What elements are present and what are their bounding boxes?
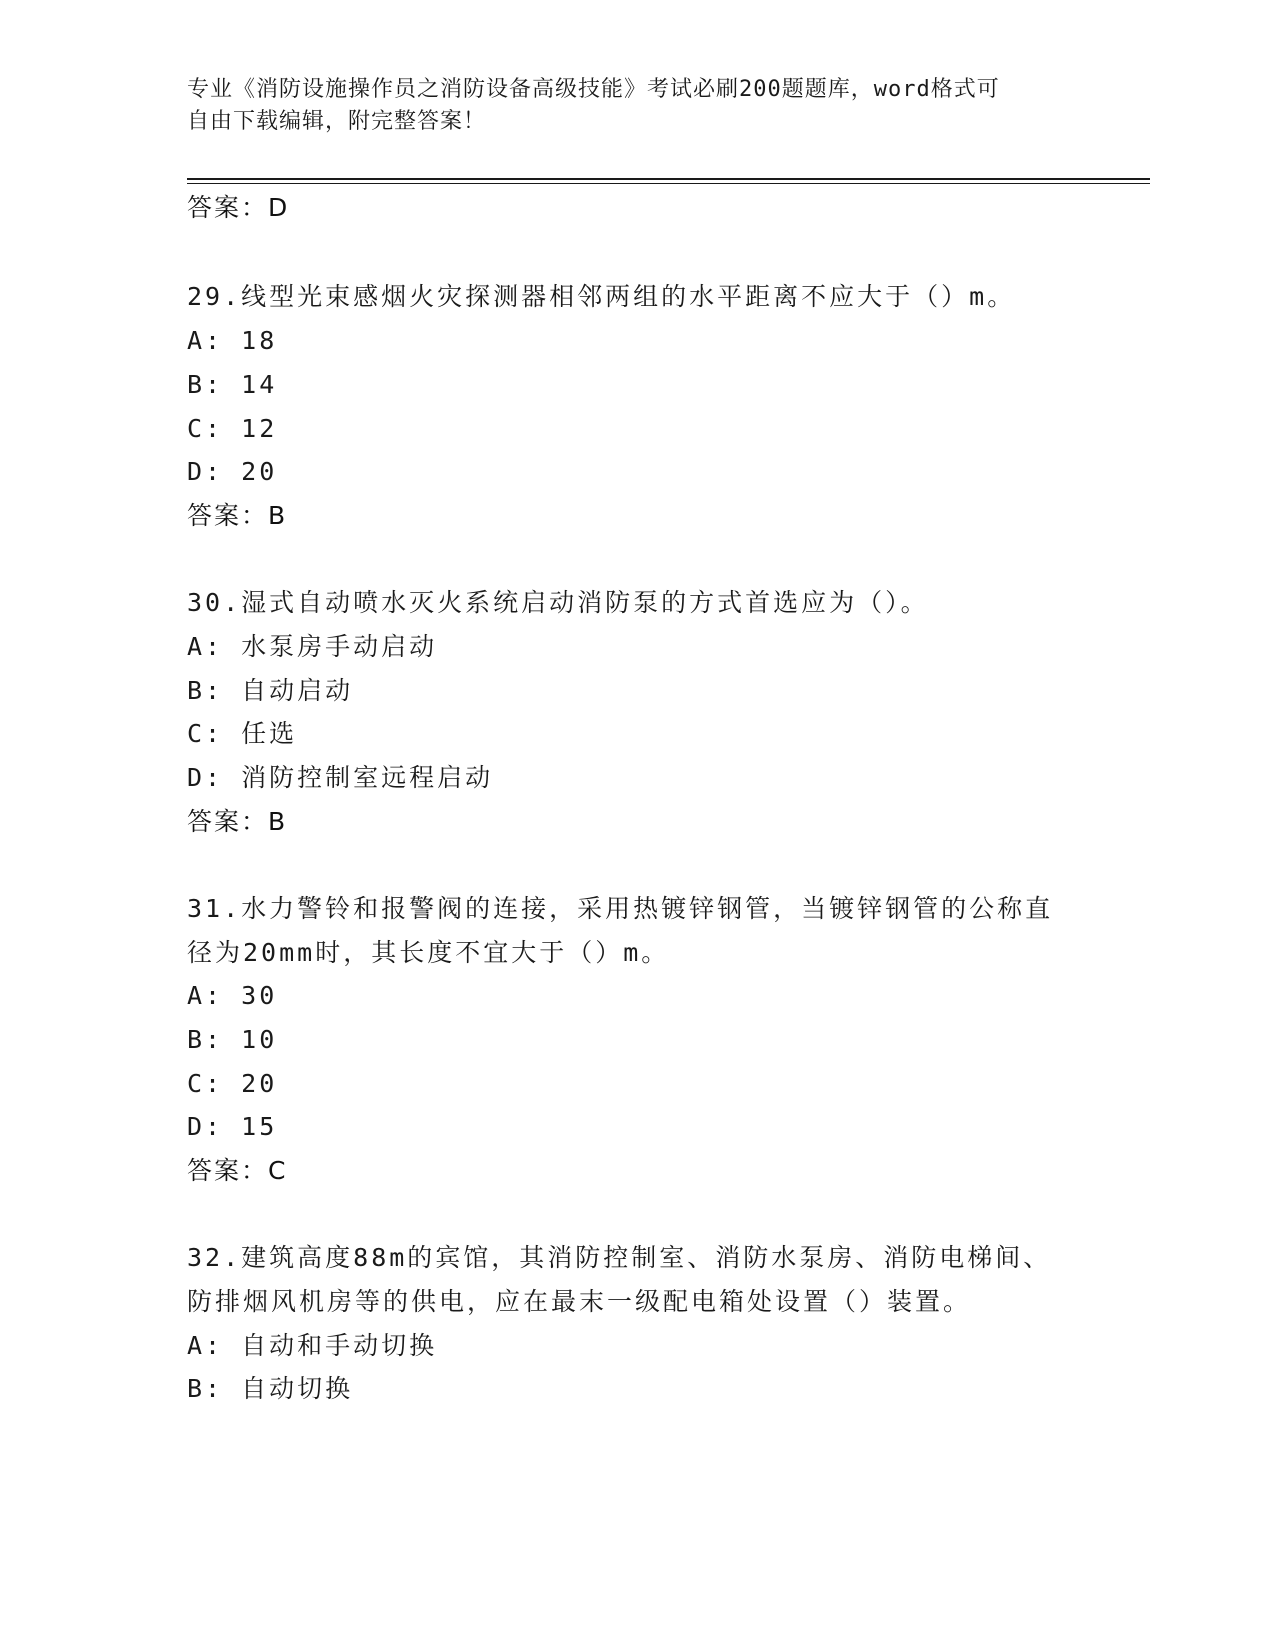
question-stem-line-1: 32.建筑高度88m的宾馆，其消防控制室、消防水泵房、消防电梯间、	[187, 1243, 1052, 1272]
question-stem-line-1: 31.水力警铃和报警阀的连接，采用热镀锌钢管，当镀锌钢管的公称直	[187, 894, 1054, 923]
option-d: D: 20	[187, 457, 278, 486]
question-stem-line-2: 防排烟风机房等的供电，应在最末一级配电箱处设置（）装置。	[187, 1287, 972, 1316]
option-d: D: 15	[187, 1112, 278, 1141]
answer-label: 答案：B	[187, 807, 288, 836]
answer-label: 答案：B	[187, 501, 288, 530]
header-divider-thick	[187, 178, 1150, 180]
page-header	[187, 74, 1087, 138]
header-divider-thin	[187, 183, 1150, 184]
answer-label: 答案：D	[187, 193, 290, 222]
option-a: A: 30	[187, 981, 278, 1010]
option-c: C: 12	[187, 414, 278, 443]
option-b: B: 自动启动	[187, 676, 354, 705]
question-stem-line-2: 径为20mm时，其长度不宜大于（）m。	[187, 938, 670, 967]
option-a: A: 水泵房手动启动	[187, 632, 438, 661]
option-b: B: 10	[187, 1025, 278, 1054]
question-stem: 29.线型光束感烟火灾探测器相邻两组的水平距离不应大于（）m。	[187, 282, 1016, 311]
option-d: D: 消防控制室远程启动	[187, 763, 494, 792]
question-stem: 30.湿式自动喷水灭火系统启动消防泵的方式首选应为（）。	[187, 588, 929, 617]
option-b: B: 14	[187, 370, 278, 399]
option-a: A: 自动和手动切换	[187, 1331, 438, 1360]
option-a: A: 18	[187, 326, 278, 355]
option-c: C: 任选	[187, 719, 298, 748]
option-c: C: 20	[187, 1069, 278, 1098]
answer-label: 答案：C	[187, 1156, 288, 1185]
header-line-1: 专业《消防设施操作员之消防设备高级技能》考试必刷200题题库，word格式可	[187, 77, 1000, 102]
header-line-2: 自由下载编辑，附完整答案！	[187, 109, 487, 134]
option-b: B: 自动切换	[187, 1374, 354, 1403]
